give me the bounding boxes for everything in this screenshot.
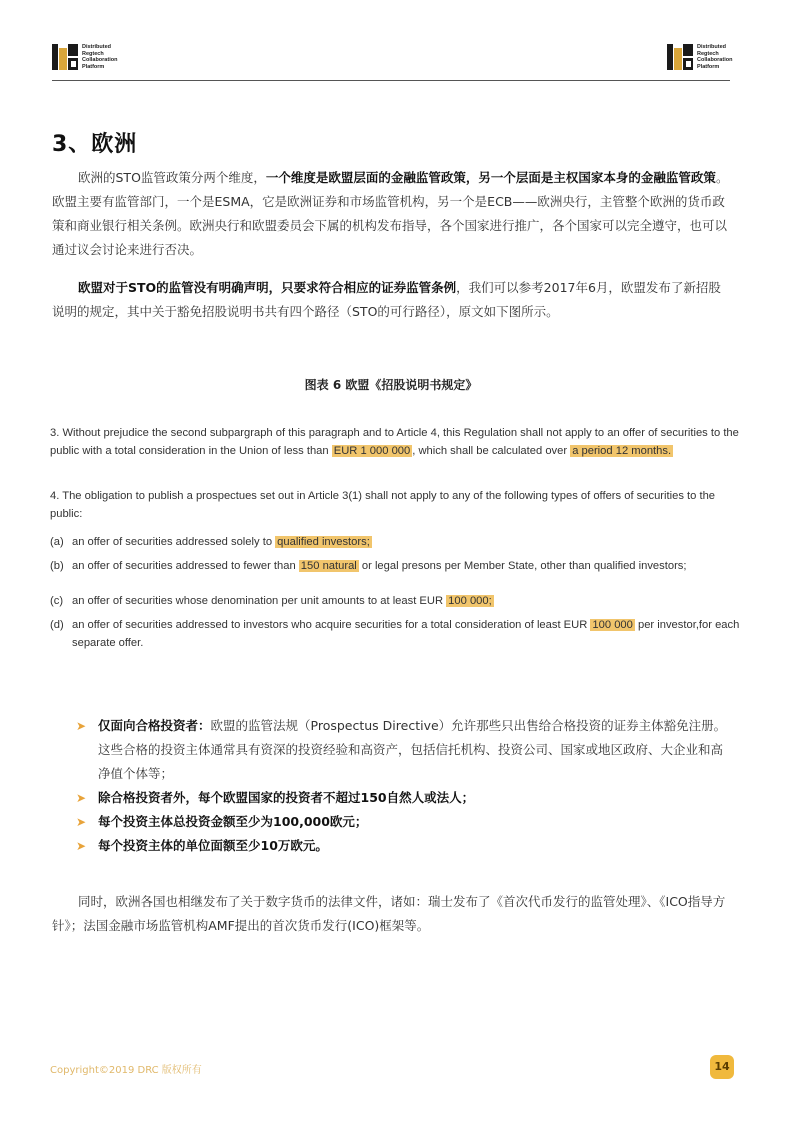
excerpt-text: an offer of securities whose denomination per unit amounts to at least EUR [72,595,447,607]
excerpt-text: an offer of securities addressed solely to [72,536,276,548]
arrow-bullet-icon: ➤ [76,719,87,733]
logo-text: Distributed Regtech Collaboration Platform [82,44,118,70]
highlight-text: 100 000 [592,619,633,631]
list-item [76,810,731,834]
bullet-bold-text: 仅面向合格投资者： [98,718,211,733]
footer-copyright: Copyright©2019 DRC 版权所有 [50,1065,202,1076]
list-item [76,834,731,858]
paragraph-bold-text: 一个维度是欧盟层面的金融监管政策，另一个层面是主权国家本身的金融监管政策 [265,170,716,185]
paragraph-text: 。欧盟主要有监管部门，一个是ESMA，它是欧洲证券和市场监管机构，另一个是ECB——欧洲央行，主管整个欧洲的货币政策和商业银行相关条例。欧洲央行和欧盟委员会下属的机构发布指导，各个国家进行推广，各个国家可以完全遵守，也可以通过议会讨论来进行否决。 [52,170,729,257]
drc-logo-right [667,44,732,70]
arrow-bullet-icon: ➤ [76,791,87,805]
excerpt-text: 3. Without prejudice the second subpargraph of this paragraph and to Article 4, this Regulation shall not apply to an offer of securities to the public with a total consideration in the Union of less than [50,427,739,457]
regulation-item-b [50,558,740,576]
bullet-bold-text: 每个投资主体的单位面额至少10万欧元。 [98,838,328,853]
bullet-bold-text: 除合格投资者外，每个欧盟国家的投资者不超过150自然人或法人； [98,790,475,805]
regulation-excerpt-4: 4. The obligation to publish a prospectues set out in Article 3(1) shall not apply to any of the following types of offers of securities to the public: [50,490,716,520]
drc-logo-icon [52,44,78,70]
drc-logo-left [52,44,117,70]
paragraph-eu-sto [52,276,730,324]
arrow-bullet-icon: ➤ [76,839,87,853]
excerpt-text: , which shall be calculated over [412,444,571,457]
paragraph-text: ，我们可以参考2017年6月，欧盟发布了新招股说明的规定，其中关于豁免招股说明书共有四个路径（STO的可行路径），原文如下图所示。 [52,280,721,319]
excerpt-text: an offer of securities addressed to fewer than [72,560,299,572]
paragraph-europe-intro [52,166,730,262]
excerpt-text: per investor,for each separate offer. [72,619,740,649]
paragraph-national-laws: 同时，欧洲各国也相继发布了关于数字货币的法律文件，诸如：瑞士发布了《首次代币发行的监管处理》、《ICO指导方针》；法国金融市场监管机构AMF提出的首次货币发行(ICO)框架等。 [52,894,726,933]
drc-logo-icon [667,44,693,70]
regulation-item-a [50,534,740,552]
highlight-text: 150 natural [300,560,357,572]
item-label: (a) [50,536,64,548]
highlight-period: a period 12 months. [572,444,672,457]
figure-caption: 图表 6 欧盟《招股说明书规定》 [304,378,478,392]
exemption-bullet-list [76,714,731,858]
regulation-item-d [50,617,740,652]
item-label: (c) [50,595,64,607]
arrow-bullet-icon: ➤ [76,815,87,829]
item-label: (b) [50,560,64,572]
paragraph-text: 欧洲的STO监管政策分两个维度， [78,170,266,185]
logo-text: Distributed Regtech Collaboration Platform [697,44,733,70]
section-title: 3、欧洲 [52,132,138,157]
excerpt-text: an offer of securities addressed to investors who acquire securities for a total consideration of least EUR [72,619,591,631]
regulation-excerpt-3 [50,425,740,460]
list-item [76,714,731,786]
item-label: (d) [50,619,64,631]
highlight-text: qualified investors; [277,536,370,548]
highlight-amount: EUR 1 000 000 [333,444,411,457]
page-number-badge: 14 [710,1055,734,1079]
list-item [76,786,731,810]
header-divider [52,80,730,81]
excerpt-text: or legal presons per Member State, other than qualified investors; [358,560,687,572]
bullet-bold-text: 每个投资主体总投资金额至少为100,000欧元； [98,814,368,829]
paragraph-bold-text: 欧盟对于STO的监管没有明确声明，只要求符合相应的证券监管条例 [78,280,457,295]
bullet-text: 欧盟的监管法规（Prospectus Directive）允许那些只出售给合格投资的证券主体豁免注册。这些合格的投资主体通常具有资深的投资经验和高资产，包括信托机构、投资公司、国家或地区政府、大企业和高净值个体等； [98,718,727,781]
regulation-item-c [50,593,740,611]
highlight-text: 100 000; [448,595,492,607]
